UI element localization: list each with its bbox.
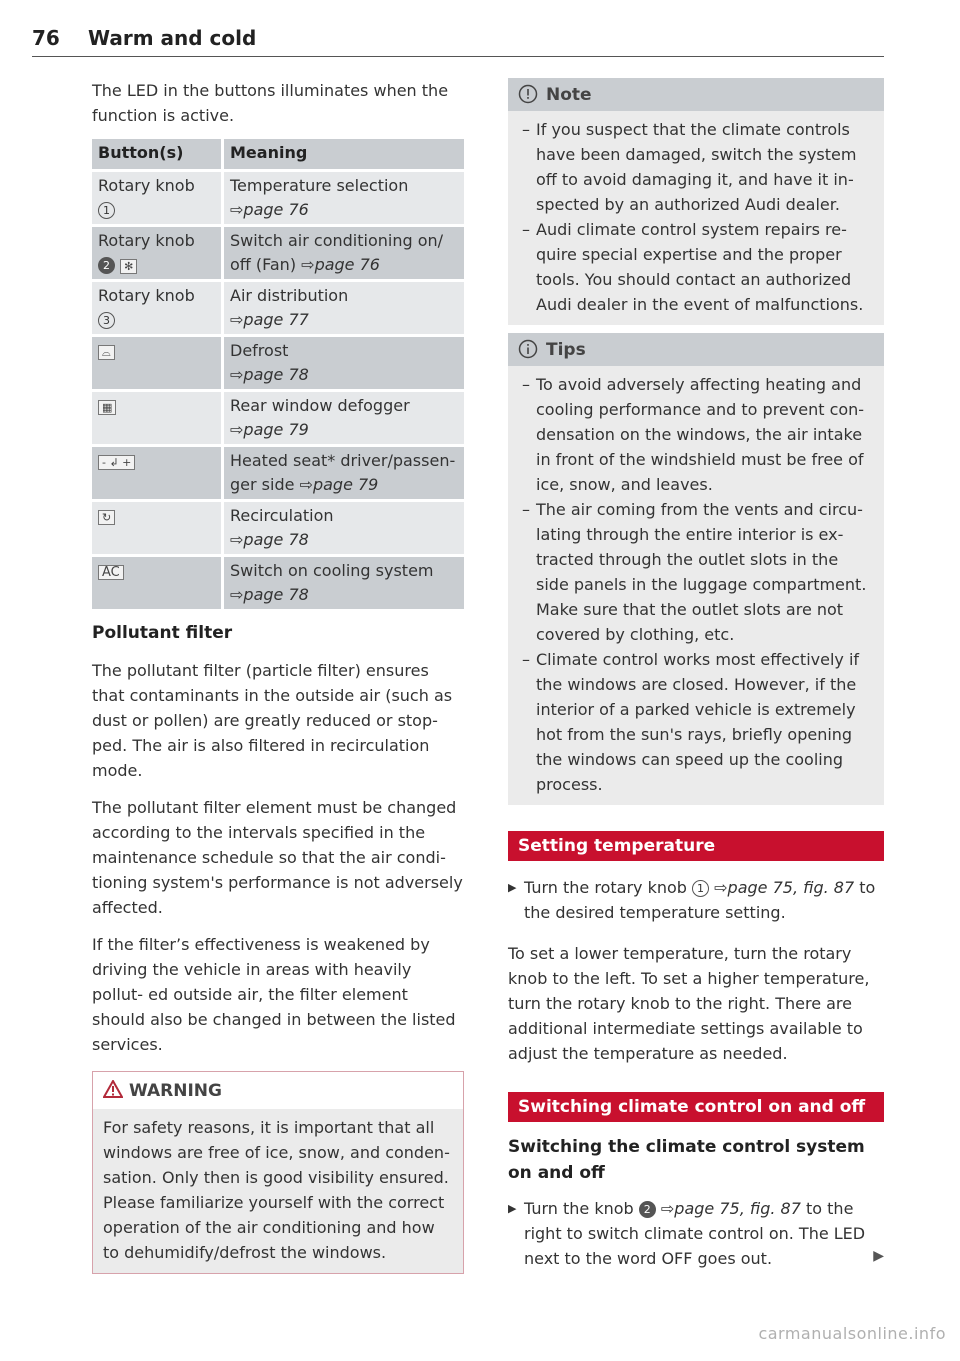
- page-ref: ⇨page 78: [230, 585, 309, 604]
- step-arrow-icon: ▶: [508, 881, 517, 894]
- meaning: Defrost: [230, 341, 289, 360]
- switching-heading: Switching climate control on and off: [508, 1092, 884, 1122]
- watermark: carmanualsonline.info: [758, 1324, 946, 1343]
- page-number: 76: [32, 26, 60, 50]
- warning-triangle-icon: [103, 1080, 123, 1098]
- step-text: Turn the rotary knob: [524, 878, 687, 897]
- page-ref: ⇨page 76: [301, 255, 380, 274]
- table-row: [92, 557, 464, 609]
- button-label: Rotary knob: [98, 286, 195, 305]
- pollutant-p1: The pollutant filter (particle filter) ensures that contaminants in the outside air (such as dust or pollen) are greatly reduced or stop- ped. The air is also filtered in recirculation mode.: [92, 661, 453, 780]
- section-title: Warm and cold: [88, 26, 257, 50]
- fan-icon: ✻: [120, 259, 137, 274]
- ac-icon: AC: [98, 565, 124, 580]
- list-item: – To avoid adversely affecting heating and cooling performance and to prevent con- densation on the windows, the air intake in front of the windshield must be free of ice, snow, and leaves.: [522, 375, 865, 494]
- note-item: Audi climate control system repairs re- quire special expertise and the proper tools. You should contact an authorized Audi dealer in the event of malfunctions.: [536, 220, 864, 314]
- marker-1-icon: 1: [692, 880, 709, 897]
- table-row: [92, 172, 464, 224]
- recirculation-icon: ↻: [98, 510, 115, 525]
- tips-item: To avoid adversely affecting heating and cooling performance and to prevent con- densation on the windows, the air intake in front of the windshield must be free of ice, snow, and leaves.: [536, 375, 865, 494]
- meaning: Switch air conditioning on/ off (Fan): [230, 231, 444, 274]
- list-item: – Audi climate control system repairs re- quire special expertise and the proper tools. You should contact an authorized Audi dealer in the event of malfunctions.: [522, 220, 864, 314]
- meaning: Recirculation: [230, 506, 334, 525]
- table-header: [92, 139, 464, 169]
- continue-arrow-icon: ▶: [873, 1248, 884, 1264]
- info-icon: [518, 339, 538, 359]
- note-title: Note: [546, 85, 592, 105]
- marker-1-icon: 1: [98, 202, 115, 219]
- table-row: [92, 337, 464, 389]
- seat-heat-icon: - ↲ +: [98, 455, 135, 470]
- warning-header: [93, 1072, 463, 1109]
- page-ref: ⇨page 75, fig. 87: [714, 878, 855, 897]
- page-ref: ⇨page 78: [230, 365, 309, 384]
- table-row: [92, 227, 464, 279]
- page-header: [32, 22, 884, 57]
- switching-step: [508, 1196, 884, 1271]
- tips-item: The air coming from the vents and circu- lating through the entire interior is ex- tracted through the outlet slots in the side panels in the luggage compartment. Make sure that the outlet slots are not covered by clothing, etc.: [536, 500, 867, 644]
- pollutant-heading: Pollutant filter: [92, 623, 233, 643]
- temperature-step: [508, 875, 884, 925]
- meaning: Heated seat* driver/passen- ger side: [230, 451, 456, 494]
- warning-text: For safety reasons, it is important that all windows are free of ice, snow, and conden- sation. Only then is good visibility ensured. Please familiarize yourself with the correct operation of the air conditioning and how to dehumidify/defrost the windows.: [103, 1118, 450, 1262]
- table-row: [92, 282, 464, 334]
- setting-temperature-heading: Setting temperature: [508, 831, 884, 861]
- pollutant-p2: The pollutant filter element must be changed according to the intervals specified in the maintenance schedule so that the air condi- tioning system's performance is not adversely affected.: [92, 798, 463, 917]
- meaning: Temperature selection: [230, 176, 409, 195]
- table-row: [92, 392, 464, 444]
- button-table: [92, 136, 464, 612]
- marker-3-icon: 3: [98, 312, 115, 329]
- left-column: [92, 78, 464, 1274]
- right-column: [508, 78, 884, 1271]
- meaning: Switch on cooling system: [230, 561, 434, 580]
- page-ref: ⇨page 76: [230, 200, 309, 219]
- step-text-end: to the desired temperature setting.: [524, 878, 876, 922]
- tips-box: [508, 333, 884, 805]
- step-arrow-icon: ▶: [508, 1202, 517, 1215]
- page-ref: ⇨page 77: [230, 310, 309, 329]
- note-item: If you suspect that the climate controls have been damaged, switch the system off to avoid damaging it, and have it in- spected by an authorized Audi dealer.: [536, 120, 857, 214]
- tips-item: Climate control works most effectively if the windows are closed. However, if the interior of a parked vehicle is extremely hot from the sun's rays, briefly opening the windows can speed up the cooling process.: [536, 650, 860, 794]
- rear-defogger-icon: ▦: [98, 400, 116, 415]
- marker-2-icon: 2: [639, 1201, 656, 1218]
- tips-title: Tips: [546, 340, 586, 360]
- table-row: [92, 447, 464, 499]
- page-ref: ⇨page 79: [230, 420, 309, 439]
- list-item: – If you suspect that the climate controls have been damaged, switch the system off to avoid damaging it, and have it in- spected by an authorized Audi dealer.: [522, 120, 857, 214]
- step-text-end: to the right to switch climate control on. The LED next to the word OFF goes out.: [524, 1199, 866, 1268]
- note-box: [508, 78, 884, 325]
- button-label: Rotary knob: [98, 176, 195, 195]
- page-ref: ⇨page 78: [230, 530, 309, 549]
- defrost-icon: ⌓: [98, 345, 115, 360]
- warning-box: [92, 1071, 464, 1274]
- table-row: [92, 502, 464, 554]
- list-item: – Climate control works most effectively if the windows are closed. However, if the interior of a parked vehicle is extremely hot from the sun's rays, briefly opening the windows can speed up the cooling process.: [522, 650, 860, 794]
- switching-subheading: Switching the climate control system on and off: [508, 1137, 865, 1183]
- warning-title: WARNING: [129, 1081, 222, 1101]
- meaning: Air distribution: [230, 286, 349, 305]
- button-label: Rotary knob: [98, 231, 195, 250]
- page-ref: ⇨page 79: [299, 475, 379, 494]
- page-ref: ⇨page 75, fig. 87: [660, 1199, 801, 1218]
- pollutant-p3: If the filter’s effectiveness is weakened by driving the vehicle in areas with heavily pollut- ed outside air, the filter element should also be changed in between the listed services.: [92, 935, 456, 1054]
- marker-2-icon: 2: [98, 257, 115, 274]
- intro-text: The LED in the buttons illuminates when the function is active.: [92, 81, 449, 125]
- meaning: Rear window defogger: [230, 396, 410, 415]
- list-item: – The air coming from the vents and circu- lating through the entire interior is ex- tracted through the outlet slots in the side panels in the luggage compartment. Make sure that the outlet slots are not covered by clothing, etc.: [522, 500, 867, 644]
- note-icon: [518, 84, 538, 104]
- note-header: [508, 78, 884, 111]
- step-text: Turn the knob: [524, 1199, 634, 1218]
- temperature-paragraph: To set a lower temperature, turn the rotary knob to the left. To set a higher temperature, turn the rotary knob to the right. There are additional intermediate settings available to adjust the temperature as needed.: [508, 944, 870, 1063]
- header-button: Button(s): [92, 139, 224, 169]
- header-meaning: Meaning: [224, 139, 464, 169]
- tips-header: [508, 333, 884, 366]
